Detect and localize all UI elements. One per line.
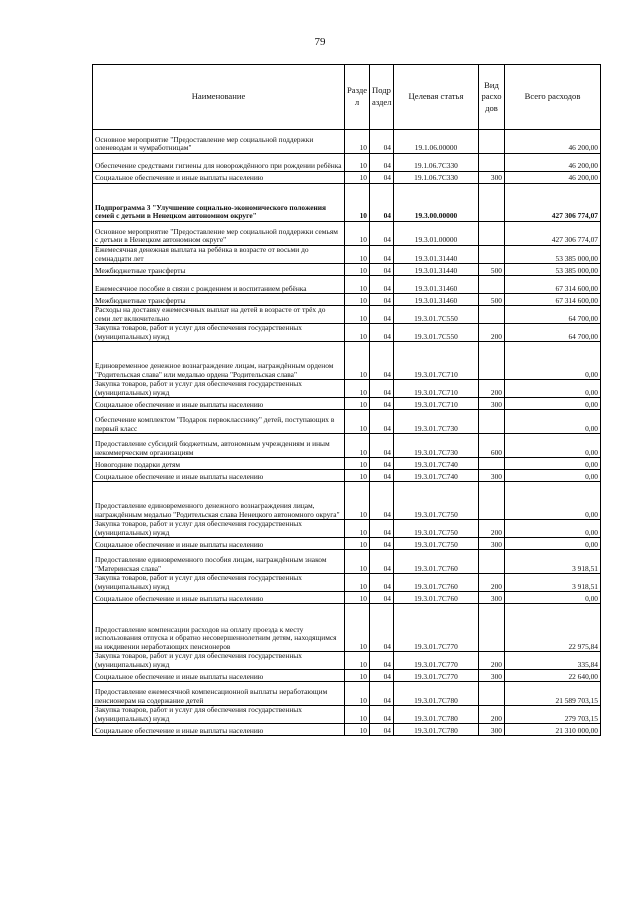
row-sum: 0,00 — [505, 458, 601, 470]
table-row — [93, 294, 601, 306]
row-sum: 0,00 — [505, 380, 601, 398]
row-vid: 300 — [479, 670, 505, 682]
table-row — [93, 184, 601, 222]
row-vid — [479, 482, 505, 520]
row-sum: 46 200,00 — [505, 154, 601, 172]
table-row — [93, 306, 601, 324]
row-name: Подпрограмма 3 "Улучшение социально-экономического положения семей с детьми в Ненецком автономном округе" — [93, 184, 345, 222]
row-podrazdel: 04 — [370, 246, 394, 264]
page-number: 79 — [314, 36, 326, 48]
row-sum: 0,00 — [505, 520, 601, 538]
row-celevaya: 19.3.01.7С710 — [394, 380, 479, 398]
row-name: Единовременное денежное вознаграждение лицам, награждённым орденом "Родительская слава" или медалью ордена "Родительская слава" — [93, 342, 345, 380]
table-row — [93, 470, 601, 482]
table-row — [93, 706, 601, 724]
row-podrazdel: 04 — [370, 434, 394, 458]
row-vid — [479, 222, 505, 246]
row-celevaya: 19.3.01.7С710 — [394, 342, 479, 380]
table-row — [93, 276, 601, 294]
table-row — [93, 434, 601, 458]
row-podrazdel: 04 — [370, 154, 394, 172]
table-header-row — [93, 65, 601, 130]
row-vid: 200 — [479, 706, 505, 724]
header-celevaya: Целевая статья — [394, 65, 479, 130]
row-vid — [479, 276, 505, 294]
table-row — [93, 458, 601, 470]
table-row — [93, 246, 601, 264]
row-razdel: 10 — [345, 550, 370, 574]
row-razdel: 10 — [345, 706, 370, 724]
row-razdel: 10 — [345, 154, 370, 172]
row-sum: 0,00 — [505, 342, 601, 380]
row-sum: 46 200,00 — [505, 130, 601, 154]
row-vid: 300 — [479, 592, 505, 604]
row-name: Расходы на доставку ежемесячных выплат на детей в возрасте от трёх до семи лет включительно — [93, 306, 345, 324]
row-podrazdel: 04 — [370, 520, 394, 538]
table-row — [93, 324, 601, 342]
row-celevaya: 19.3.01.31440 — [394, 264, 479, 276]
row-razdel: 10 — [345, 130, 370, 154]
row-razdel: 10 — [345, 574, 370, 592]
row-sum: 64 700,00 — [505, 324, 601, 342]
row-sum: 46 200,00 — [505, 172, 601, 184]
row-vid: 200 — [479, 652, 505, 670]
row-razdel: 10 — [345, 724, 370, 736]
row-sum: 67 314 600,00 — [505, 294, 601, 306]
table-row — [93, 264, 601, 276]
row-sum: 21 589 703,15 — [505, 682, 601, 706]
table-row — [93, 604, 601, 652]
row-podrazdel: 04 — [370, 574, 394, 592]
row-celevaya: 19.1.06.7С330 — [394, 154, 479, 172]
row-podrazdel: 04 — [370, 410, 394, 434]
row-celevaya: 19.3.01.7С770 — [394, 652, 479, 670]
row-name: Закупка товаров, работ и услуг для обеспечения государственных (муниципальных) нужд — [93, 652, 345, 670]
table-row — [93, 380, 601, 398]
row-name: Закупка товаров, работ и услуг для обеспечения государственных (муниципальных) нужд — [93, 380, 345, 398]
row-podrazdel: 04 — [370, 222, 394, 246]
row-podrazdel: 04 — [370, 342, 394, 380]
row-vid — [479, 246, 505, 264]
row-razdel: 10 — [345, 670, 370, 682]
row-name: Предоставление субсидий бюджетным, автономным учреждениям и иным некоммерческим организациям — [93, 434, 345, 458]
row-name: Социальное обеспечение и иные выплаты населению — [93, 538, 345, 550]
row-sum: 0,00 — [505, 398, 601, 410]
row-sum: 279 703,15 — [505, 706, 601, 724]
row-celevaya: 19.3.01.7С780 — [394, 682, 479, 706]
row-podrazdel: 04 — [370, 670, 394, 682]
table-row — [93, 550, 601, 574]
row-sum: 0,00 — [505, 434, 601, 458]
row-sum: 3 918,51 — [505, 550, 601, 574]
header-podrazdel: Подр аздел — [370, 65, 394, 130]
row-name: Основное мероприятие "Предоставление мер социальной поддержки семьям с детьми в Ненецком автономном округе" — [93, 222, 345, 246]
row-razdel: 10 — [345, 434, 370, 458]
table-row — [93, 574, 601, 592]
row-razdel: 10 — [345, 458, 370, 470]
row-razdel: 10 — [345, 592, 370, 604]
row-razdel: 10 — [345, 410, 370, 434]
row-razdel: 10 — [345, 222, 370, 246]
table-row — [93, 172, 601, 184]
row-podrazdel: 04 — [370, 538, 394, 550]
row-celevaya: 19.3.01.7С730 — [394, 434, 479, 458]
row-podrazdel: 04 — [370, 264, 394, 276]
row-razdel: 10 — [345, 246, 370, 264]
budget-table — [92, 64, 601, 736]
row-celevaya: 19.3.01.7С730 — [394, 410, 479, 434]
row-razdel: 10 — [345, 184, 370, 222]
table-row — [93, 520, 601, 538]
header-name: Наименование — [93, 65, 345, 130]
row-sum: 335,84 — [505, 652, 601, 670]
table-row — [93, 154, 601, 172]
row-celevaya: 19.3.01.7С550 — [394, 306, 479, 324]
table-row — [93, 130, 601, 154]
table-row — [93, 410, 601, 434]
row-podrazdel: 04 — [370, 398, 394, 410]
row-vid — [479, 306, 505, 324]
row-razdel: 10 — [345, 682, 370, 706]
table-row — [93, 482, 601, 520]
row-sum: 0,00 — [505, 538, 601, 550]
row-vid — [479, 604, 505, 652]
row-razdel: 10 — [345, 342, 370, 380]
row-podrazdel: 04 — [370, 706, 394, 724]
row-vid: 300 — [479, 172, 505, 184]
row-vid: 200 — [479, 574, 505, 592]
row-razdel: 10 — [345, 398, 370, 410]
row-razdel: 10 — [345, 324, 370, 342]
row-sum: 0,00 — [505, 470, 601, 482]
row-sum: 427 306 774,07 — [505, 184, 601, 222]
row-vid — [479, 130, 505, 154]
row-sum: 3 918,51 — [505, 574, 601, 592]
row-celevaya: 19.1.06.7С330 — [394, 172, 479, 184]
row-vid — [479, 410, 505, 434]
row-name: Социальное обеспечение и иные выплаты населению — [93, 670, 345, 682]
row-celevaya: 19.3.01.7С760 — [394, 574, 479, 592]
row-vid: 300 — [479, 470, 505, 482]
row-name: Межбюджетные трансферты — [93, 294, 345, 306]
row-podrazdel: 04 — [370, 324, 394, 342]
row-vid — [479, 154, 505, 172]
row-sum: 427 306 774,07 — [505, 222, 601, 246]
row-name: Социальное обеспечение и иные выплаты населению — [93, 470, 345, 482]
row-name: Предоставление единовременного денежного вознаграждения лицам, награждённым медалью "Родительская слава Ненецкого автономного округа" — [93, 482, 345, 520]
row-razdel: 10 — [345, 306, 370, 324]
row-name: Обеспечение средствами гигиены для новорождённого при рождении ребёнка — [93, 154, 345, 172]
row-podrazdel: 04 — [370, 294, 394, 306]
row-razdel: 10 — [345, 482, 370, 520]
row-podrazdel: 04 — [370, 470, 394, 482]
row-name: Закупка товаров, работ и услуг для обеспечения государственных (муниципальных) нужд — [93, 574, 345, 592]
table-body — [93, 130, 601, 736]
row-podrazdel: 04 — [370, 652, 394, 670]
table-row — [93, 342, 601, 380]
row-razdel: 10 — [345, 538, 370, 550]
table-row — [93, 592, 601, 604]
row-podrazdel: 04 — [370, 550, 394, 574]
row-name: Предоставление ежемесячной компенсационной выплаты неработающим пенсионерам на содержание детей — [93, 682, 345, 706]
row-vid — [479, 184, 505, 222]
row-razdel: 10 — [345, 380, 370, 398]
row-vid — [479, 342, 505, 380]
row-sum: 53 385 000,00 — [505, 264, 601, 276]
row-vid — [479, 458, 505, 470]
row-celevaya: 19.3.01.7С710 — [394, 398, 479, 410]
row-podrazdel: 04 — [370, 682, 394, 706]
row-celevaya: 19.3.01.7С780 — [394, 706, 479, 724]
row-celevaya: 19.3.01.7С740 — [394, 458, 479, 470]
row-podrazdel: 04 — [370, 592, 394, 604]
row-name: Закупка товаров, работ и услуг для обеспечения государственных (муниципальных) нужд — [93, 706, 345, 724]
row-vid: 200 — [479, 520, 505, 538]
row-razdel: 10 — [345, 604, 370, 652]
row-celevaya: 19.3.01.00000 — [394, 222, 479, 246]
row-sum: 67 314 600,00 — [505, 276, 601, 294]
row-name: Социальное обеспечение и иные выплаты населению — [93, 398, 345, 410]
row-celevaya: 19.3.01.7С770 — [394, 604, 479, 652]
table-row — [93, 724, 601, 736]
header-razdel: Разде л — [345, 65, 370, 130]
row-name: Новогодние подарки детям — [93, 458, 345, 470]
row-sum: 22 640,00 — [505, 670, 601, 682]
row-razdel: 10 — [345, 276, 370, 294]
row-name: Ежемесячное пособие в связи с рождением и воспитанием ребёнка — [93, 276, 345, 294]
table-row — [93, 682, 601, 706]
row-celevaya: 19.3.00.00000 — [394, 184, 479, 222]
row-razdel: 10 — [345, 264, 370, 276]
row-name: Ежемесячная денежная выплата на ребёнка в возрасте от восьми до семнадцати лет — [93, 246, 345, 264]
row-razdel: 10 — [345, 294, 370, 306]
row-sum: 0,00 — [505, 410, 601, 434]
row-name: Предоставление компенсации расходов на оплату проезда к месту использования отпуска и обратно несовершеннолетним детям, находящимся на иждивении неработающих пенсионеров — [93, 604, 345, 652]
row-vid: 300 — [479, 538, 505, 550]
table-row — [93, 652, 601, 670]
row-celevaya: 19.3.01.7С750 — [394, 538, 479, 550]
row-podrazdel: 04 — [370, 380, 394, 398]
row-name: Социальное обеспечение и иные выплаты населению — [93, 724, 345, 736]
row-podrazdel: 04 — [370, 276, 394, 294]
row-celevaya: 19.3.01.31460 — [394, 276, 479, 294]
row-sum: 0,00 — [505, 482, 601, 520]
row-celevaya: 19.3.01.7С740 — [394, 470, 479, 482]
row-name: Межбюджетные трансферты — [93, 264, 345, 276]
header-vid: Вид расхо дов — [479, 65, 505, 130]
row-sum: 64 700,00 — [505, 306, 601, 324]
row-vid: 500 — [479, 294, 505, 306]
table-row — [93, 398, 601, 410]
row-name: Предоставление единовременного пособия лицам, награждённым знаком "Материнская слава" — [93, 550, 345, 574]
row-podrazdel: 04 — [370, 172, 394, 184]
row-name: Закупка товаров, работ и услуг для обеспечения государственных (муниципальных) нужд — [93, 520, 345, 538]
row-razdel: 10 — [345, 172, 370, 184]
row-podrazdel: 04 — [370, 482, 394, 520]
row-vid: 500 — [479, 264, 505, 276]
row-name: Социальное обеспечение и иные выплаты населению — [93, 172, 345, 184]
row-celevaya: 19.3.01.7С770 — [394, 670, 479, 682]
header-total: Всего расходов — [505, 65, 601, 130]
row-name: Социальное обеспечение и иные выплаты населению — [93, 592, 345, 604]
row-podrazdel: 04 — [370, 458, 394, 470]
row-name: Закупка товаров, работ и услуг для обеспечения государственных (муниципальных) нужд — [93, 324, 345, 342]
row-celevaya: 19.3.01.7С750 — [394, 482, 479, 520]
row-name: Основное мероприятие "Предоставление мер социальной поддержки оленеводам и чумработницам" — [93, 130, 345, 154]
row-celevaya: 19.3.01.31460 — [394, 294, 479, 306]
table-row — [93, 538, 601, 550]
row-sum: 0,00 — [505, 592, 601, 604]
row-celevaya: 19.1.06.00000 — [394, 130, 479, 154]
row-podrazdel: 04 — [370, 604, 394, 652]
row-podrazdel: 04 — [370, 306, 394, 324]
row-celevaya: 19.3.01.7С760 — [394, 592, 479, 604]
row-celevaya: 19.3.01.31440 — [394, 246, 479, 264]
table-row — [93, 222, 601, 246]
row-vid: 200 — [479, 380, 505, 398]
row-celevaya: 19.3.01.7С780 — [394, 724, 479, 736]
row-celevaya: 19.3.01.7С550 — [394, 324, 479, 342]
row-sum: 22 975,84 — [505, 604, 601, 652]
row-vid: 300 — [479, 724, 505, 736]
row-name: Обеспечение комплектом "Подарок первокласснику" детей, поступающих в первый класс — [93, 410, 345, 434]
row-vid: 600 — [479, 434, 505, 458]
row-vid: 200 — [479, 324, 505, 342]
row-podrazdel: 04 — [370, 184, 394, 222]
row-podrazdel: 04 — [370, 130, 394, 154]
row-sum: 53 385 000,00 — [505, 246, 601, 264]
row-razdel: 10 — [345, 470, 370, 482]
row-celevaya: 19.3.01.7С760 — [394, 550, 479, 574]
row-celevaya: 19.3.01.7С750 — [394, 520, 479, 538]
row-razdel: 10 — [345, 520, 370, 538]
row-vid — [479, 550, 505, 574]
row-podrazdel: 04 — [370, 724, 394, 736]
table-row — [93, 670, 601, 682]
row-razdel: 10 — [345, 652, 370, 670]
row-vid — [479, 682, 505, 706]
row-sum: 21 310 000,00 — [505, 724, 601, 736]
row-vid: 300 — [479, 398, 505, 410]
